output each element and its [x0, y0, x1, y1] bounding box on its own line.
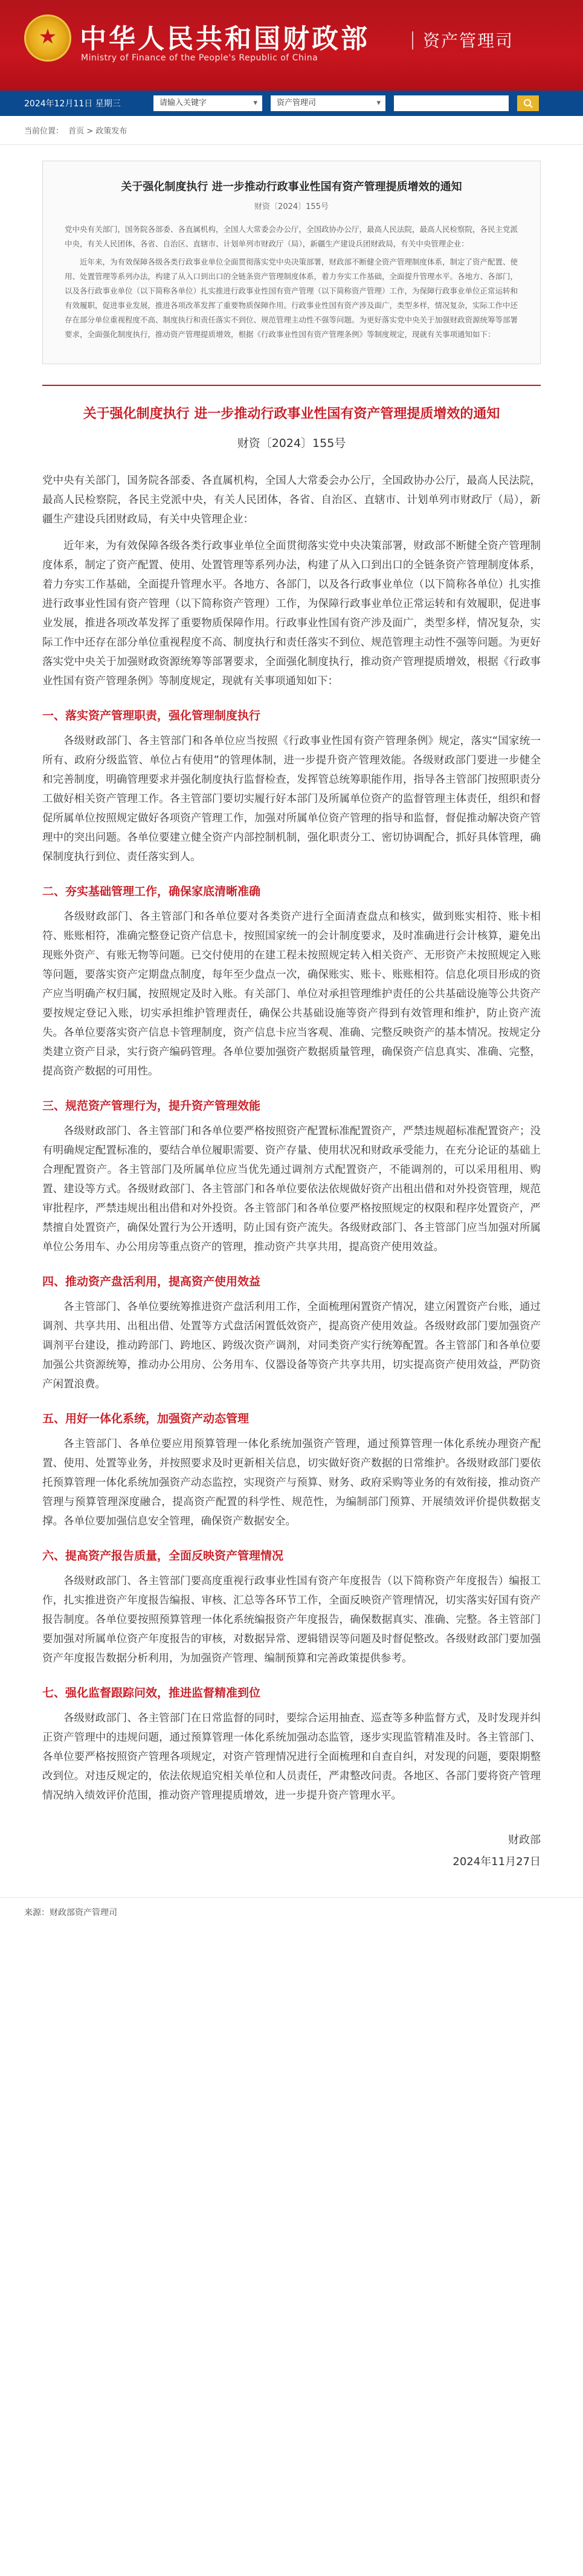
section-heading: 四、推动资产盘活利用，提高资产使用效益	[42, 1275, 261, 1288]
article-addressee: 党中央有关部门，国务院各部委、各直属机构，全国人大常委会办公厅，全国政协办公厅，最高人民法院，最高人民检察院，各民主党派中央，有关人民团体，各省、自治区、直辖市、计划单列市财政厅（局），新疆生产建设兵团财政局，有关中央管理企业：	[42, 475, 541, 525]
section-paragraph: 各主管部门、各单位要统筹推进资产盘活利用工作，全面梳理闲置资产情况，建立闲置资产台账，通过调剂、共享共用、出租出借、处置等方式盘活闲置低效资产，提高资产使用效益。各级财政部门要加强资产调剂平台建设，推动跨部门、跨地区、跨级次资产调剂，对同类资产实行统筹配置。各主管部门和各单位要加强公共资源统筹，推动办公用房、公务用车、仪器设备等资产共享共用，切实提高资产使用效益，严防资产闲置浪费。	[42, 1301, 541, 1390]
national-emblem-icon	[24, 14, 71, 62]
article-title: 关于强化制度执行 进一步推动行政事业性国有资产管理提质增效的通知	[83, 406, 500, 422]
breadcrumb	[0, 116, 583, 145]
section-heading: 三、规范资产管理行为，提升资产管理效能	[42, 1099, 261, 1113]
source-line: 来源：财政部资产管理司	[0, 1897, 583, 1942]
site-title[interactable]: 中华人民共和国财政部	[80, 24, 370, 54]
breadcrumb-label: 当前位置：	[24, 127, 64, 136]
divider	[42, 385, 541, 386]
section-heading: 五、用好一体化系统，加强资产动态管理	[42, 1412, 250, 1425]
current-date: 2024年12月11日 星期三	[24, 99, 121, 109]
signature: 财政部	[508, 1834, 541, 1846]
article-intro: 近年来，为有效保障各级各类行政事业单位全面贯彻落实党中央决策部署，财政部不断健全资产管理制度体系，制定了资产配置、使用、处置管理等系列办法，构建了从入口到出口的全链条资产管理制度体系，着力夯实工作基础，全面提升管理水平。各地方、各部门，以及各行政事业单位（以下简称各单位）扎实推进行政事业性国有资产管理（以下简称资产管理）工作，为保障行政事业单位正常运转和有效履职，促进事业发展，推进各项改革发挥了重要物质保障作用。行政事业性国有资产涉及面广，类型多样，情况复杂，实际工作中还存在部分单位重视程度不高、制度执行和责任落实不到位、规范管理主动性不强等问题。为更好落实党中央关于加强财政资源统筹等部署要求，全面强化制度执行，推动资产管理提质增效，根据《行政事业性国有资产管理条例》等制度规定，现就有关事项通知如下：	[42, 540, 541, 687]
summary-title: 关于强化制度执行 进一步推动行政事业性国有资产管理提质增效的通知	[121, 181, 462, 193]
section-heading: 一、落实资产管理职责，强化管理制度执行	[42, 709, 261, 722]
section-paragraph: 各级财政部门、各主管部门要高度重视行政事业性国有资产年度报告（以下简称资产年度报告）编报工作，扎实推进资产年度报告编报、审核、汇总等各环节工作，全面反映资产管理情况，切实落实好国有资产报告制度。各单位要按照预算管理一体化系统编报资产年度报告，确保数据真实、准确、完整。各主管部门要加强对所属单位资产年度报告的审核，对数据异常、逻辑错误等问题及时督促整改。各级财政部门要加强资产年度报告数据分析利用，为加强资产管理、编制预算和完善政策提供参考。	[42, 1575, 541, 1665]
site-banner	[0, 0, 583, 91]
channel-select[interactable]: 资产管理司 ▾	[271, 95, 385, 111]
section-heading: 七、强化监督跟踪问效，推进监督精准到位	[42, 1686, 261, 1700]
summary-docno: 财资〔2024〕155号	[254, 202, 329, 211]
search-button[interactable]	[517, 95, 539, 111]
signature-block	[42, 1829, 541, 1873]
article-docno: 财资〔2024〕155号	[237, 437, 346, 450]
section-heading: 六、提高资产报告质量，全面反映资产管理情况	[42, 1549, 284, 1563]
nav-bar	[0, 91, 583, 116]
summary-box	[42, 161, 541, 364]
scope-select[interactable]: 请输入关键字 ▾	[153, 95, 262, 111]
search-icon	[523, 98, 533, 108]
section-paragraph: 各主管部门、各单位要应用预算管理一体化系统加强资产管理，通过预算管理一体化系统办理资产配置、使用、处置等业务，并按照要求及时更新相关信息，切实做好资产数据的日常维护。各级财政部门要依托预算管理一体化系统加强资产动态监控，实现资产与预算、财务、政府采购等业务的有效衔接，推动资产管理与预算管理深度融合，提高资产配置的科学性、规范性，为编制部门预算、开展绩效评价提供数据支撑。各单位要加强信息安全管理，确保资产数据安全。	[42, 1438, 541, 1527]
section-heading: 二、夯实基础管理工作，确保家底清晰准确	[42, 885, 261, 898]
section-paragraph: 各级财政部门、各主管部门和各单位要严格按照资产配置标准配置资产，严禁违规超标准配置资产；没有明确规定配置标准的，要结合单位履职需要、资产存量、使用状况和财政承受能力，在充分论证的基础上合理配置资产。各主管部门及所属单位应当优先通过调剂方式配置资产，不能调剂的，可以采用租用、购置、建设等方式。各级财政部门、各主管部门和各单位要依法依规做好资产出租出借和对外投资管理，规范审批程序，严禁违规出租出借和对外投资。各主管部门和各单位要严格按照规定的权限和程序处置资产，严禁擅自处置资产，确保处置行为公开透明，防止国有资产流失。各级财政部门、各主管部门应当加强对所属单位公务用车、办公用房等重点资产的管理，推动资产共享共用，提高资产使用效益。	[42, 1125, 541, 1253]
search-input[interactable]	[394, 95, 509, 111]
section-paragraph: 各级财政部门、各主管部门和各单位要对各类资产进行全面清查盘点和核实，做到账实相符、账卡相符、账账相符，准确完整登记资产信息卡，按照国家统一的会计制度要求，及时准确进行会计核算，避免出现账外资产、有账无物等问题。已交付使用的在建工程未按照规定转入相关资产、无形资产未按照规定入账等问题，要落实资产定期盘点制度，每年至少盘点一次，确保账实、账卡、账账相符。信息化项目形成的资产应当明确产权归属，按照规定及时入账。有关部门、单位对承担管理维护责任的公共基础设施等公共资产要按规定登记入账，切实承担维护管理责任，确保公共基础设施等资产得到有效管理和维护，防止资产流失。各单位要落实资产信息卡管理制度，资产信息卡应当客观、准确、完整反映资产的基本情况。按规定分类建立资产目录，实行资产编码管理。各单位要加强资产数据质量管理，确保资产信息真实、准确、完整，提高资产数据的可用性。	[42, 911, 541, 1078]
summary-paragraph: 近年来，为有效保障各级各类行政事业单位全面贯彻落实党中央决策部署，财政部不断健全资产管理制度体系，制定了资产配置、使用、处置管理等系列办法，构建了从入口到出口的全链条资产管理制度体系，着力夯实工作基础，全面提升管理水平。各地方、各部门，以及各行政事业单位（以下简称各单位）扎实推进行政事业性国有资产管理（以下简称资产管理）工作，为保障行政事业单位正常运转和有效履职，促进事业发展，推进各项改革发挥了重要物质保障作用。行政事业性国有资产涉及面广，类型多样，情况复杂，实际工作中还存在部分单位重视程度不高、制度执行和责任落实不到位、规范管理主动性不强等问题。为更好落实党中央关于加强财政资源统筹等部署要求，全面强化制度执行，推动资产管理提质增效，根据《行政事业性国有资产管理条例》等制度规定，现就有关事项通知如下：	[65, 257, 518, 339]
section-paragraph: 各级财政部门、各主管部门和各单位应当按照《行政事业性国有资产管理条例》规定，落实“国家统一所有、政府分级监管、单位占有使用”的管理体制，进一步提升资产管理效能。各级财政部门要进一步健全和完善制度，明确管理要求并强化制度执行监督检查，发挥管总统筹职能作用，指导各主管部门按照职责分工做好相关资产管理工作。各主管部门要切实履行好本部门及所属单位资产的监督管理主体责任，组织和督促所属单位按照规定做好各项资产管理工作，加强对所属单位资产管理的指导和监督，督促推动解决资产管理中的突出问题。各单位要建立健全资产内部控制机制，强化职责分工、密切协调配合，抓好具体管理，确保制度执行到位、责任落实到人。	[42, 735, 541, 863]
site-title-en: Ministry of Finance of the People's Republic of China	[81, 53, 318, 63]
article	[0, 385, 583, 1873]
summary-paragraph: 党中央有关部门，国务院各部委、各直属机构，全国人大常委会办公厅，全国政协办公厅，最高人民法院，最高人民检察院，各民主党派中央，有关人民团体，各省、自治区、直辖市、计划单列市财政厅（局），新疆生产建设兵团财政局，有关中央管理企业：	[65, 225, 518, 248]
channel-name[interactable]: 资产管理司	[423, 28, 514, 52]
breadcrumb-path[interactable]: 首页 > 政策发布	[68, 127, 127, 136]
sign-date: 2024年11月27日	[453, 1855, 541, 1868]
section-paragraph: 各级财政部门、各主管部门在日常监督的同时，要综合运用抽查、巡查等多种监督方式，及时发现并纠正资产管理中的违规问题，通过预算管理一体化系统加强动态监管，逐步实现监管精准及时。各主管部门、各单位要严格按照资产管理各项规定，对资产管理情况进行全面梳理和自查自纠，对发现的问题，要限期整改到位。对违反规定的，依法依规追究相关单位和人员责任，严肃整改问责。各地区、各部门要将资产管理情况纳入绩效评价范围，推动资产管理提质增效，进一步提升资产管理水平。	[42, 1712, 541, 1802]
